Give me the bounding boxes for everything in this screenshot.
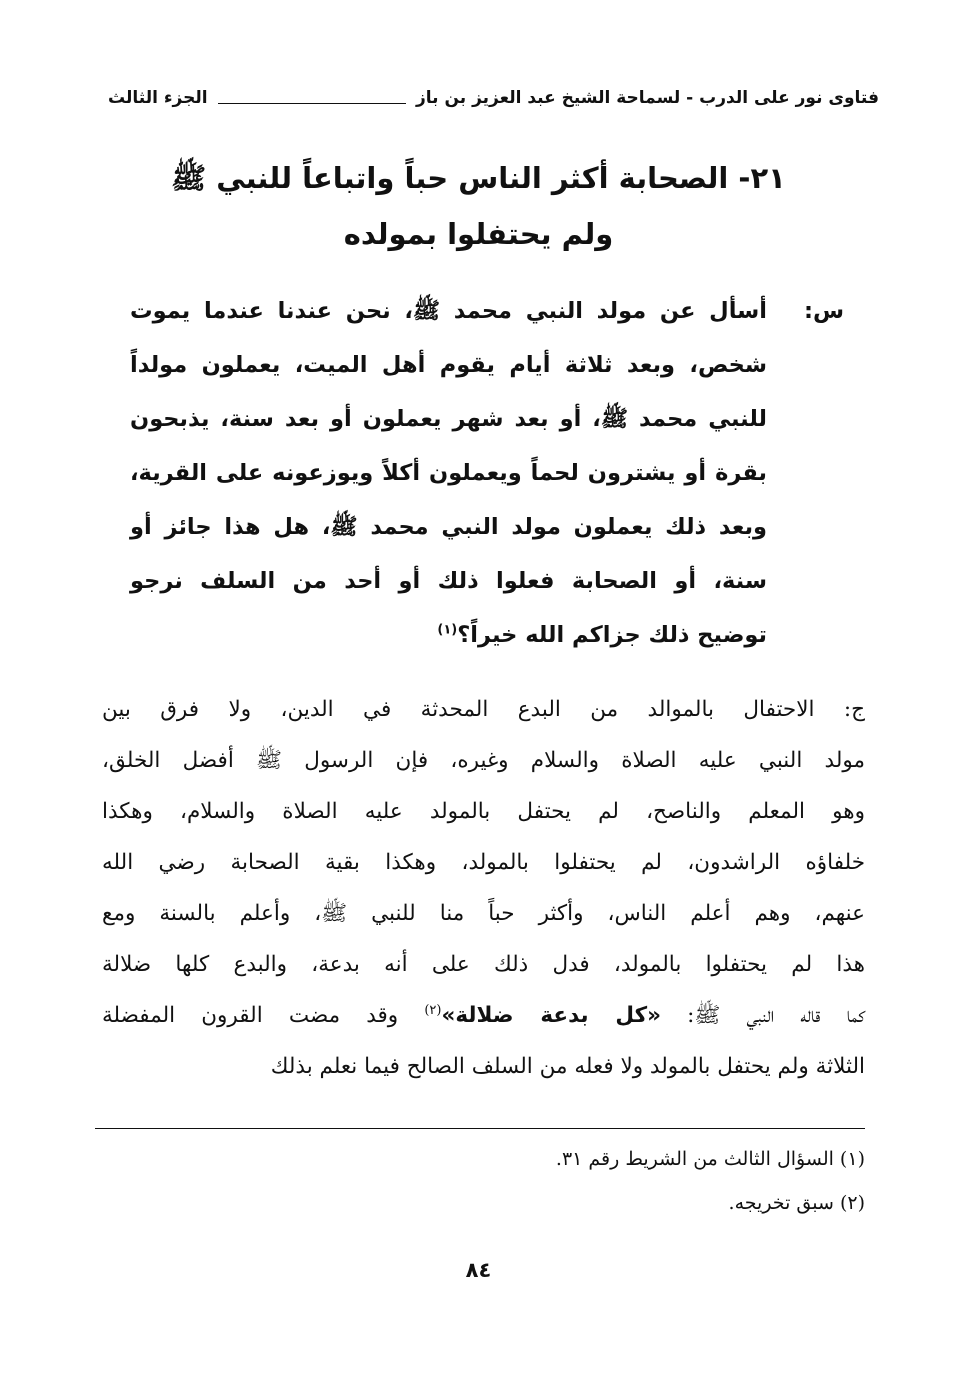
answer-line-7-start: كما قاله النبي ﷺ: xyxy=(687,1003,865,1028)
answer-line: خلفاؤه الراشدون، لم يحتفلوا بالمولد، وهكذا بقية الصحابة رضي الله xyxy=(102,850,865,875)
footnotes xyxy=(95,1137,865,1225)
running-header xyxy=(108,88,879,108)
answer-line: ج: الاحتفال بالموالد من البدع المحدثة في الدين، ولا فرق بين xyxy=(102,697,865,722)
chapter-title xyxy=(80,150,877,262)
question-block xyxy=(130,284,844,662)
question-line: وبعد ذلك يعملون مولد النبي محمد ﷺ، هل هذا جائز أو xyxy=(130,514,767,540)
question-line: للنبي محمد ﷺ، أو بعد شهر يعملون أو بعد سنة، يذبحون xyxy=(130,406,767,432)
question-label: س: xyxy=(803,298,844,324)
question-line: سنة، أو الصحابة فعلوا ذلك أو أحد من السلف نرجو xyxy=(130,568,767,594)
chapter-title-line-2: ولم يحتفلوا بمولده xyxy=(343,217,614,251)
answer-line: عنهم، وهم أعلم الناس، وأكثر حباً منا للنبي ﷺ، وأعلم بالسنة ومع xyxy=(102,901,865,926)
hadith-quote: «كل بدعة ضلالة» xyxy=(441,1003,661,1028)
answer-line-quote xyxy=(102,990,865,1041)
question-line: بقرة أو يشترون لحماً ويعملون أكلاً ويوزعونه على القرية، xyxy=(130,460,767,486)
question-line: أسأل عن مولد النبي محمد ﷺ، نحن عندنا عندما يموت xyxy=(130,298,767,324)
footnote-rule xyxy=(95,1128,865,1129)
question-line: شخص، وبعد ثلاثة أيام يقوم أهل الميت، يعملون مولداً xyxy=(130,352,767,378)
footnote-1: (١) السؤال الثالث من الشريط رقم ٣١. xyxy=(555,1148,865,1170)
header-rule xyxy=(218,103,406,104)
page-number: ٨٤ xyxy=(465,1258,492,1282)
answer-line: الثلاثة ولم يحتفل بالمولد ولا فعله من السلف الصالح فيما نعلم بذلك xyxy=(270,1054,865,1079)
question-line-text: توضيح ذلك جزاكم الله خيراً؟ xyxy=(457,622,767,648)
answer-line: هذا لم يحتفلوا بالمولد، فدل ذلك على أنه بدعة، والبدع كلها ضلالة xyxy=(102,952,865,977)
answer-block xyxy=(102,684,865,1092)
answer-line-7-end: وقد مضت القرون المفضلة xyxy=(102,1003,399,1028)
volume-label: الجزء الثالث xyxy=(108,88,208,108)
book-title: فتاوى نور على الدرب - لسماحة الشيخ عبد العزيز بن باز xyxy=(416,88,879,108)
footnote-2: (٢) سبق تخريجه. xyxy=(728,1192,865,1214)
answer-line: مولد النبي عليه الصلاة والسلام وغيره، فإن الرسول ﷺ أفضل الخلق، xyxy=(102,748,865,773)
chapter-title-line-1: ٢١- الصحابة أكثر الناس حباً واتباعاً للنبي ﷺ xyxy=(171,161,786,195)
answer-line: وهو المعلم والناصح، لم يحتفل بالمولد عليه الصلاة والسلام، وهكذا xyxy=(102,799,865,824)
footnote-ref-1: (١) xyxy=(437,622,458,638)
footnote-ref-2: (٢) xyxy=(424,1002,442,1018)
question-line-last xyxy=(130,608,839,662)
